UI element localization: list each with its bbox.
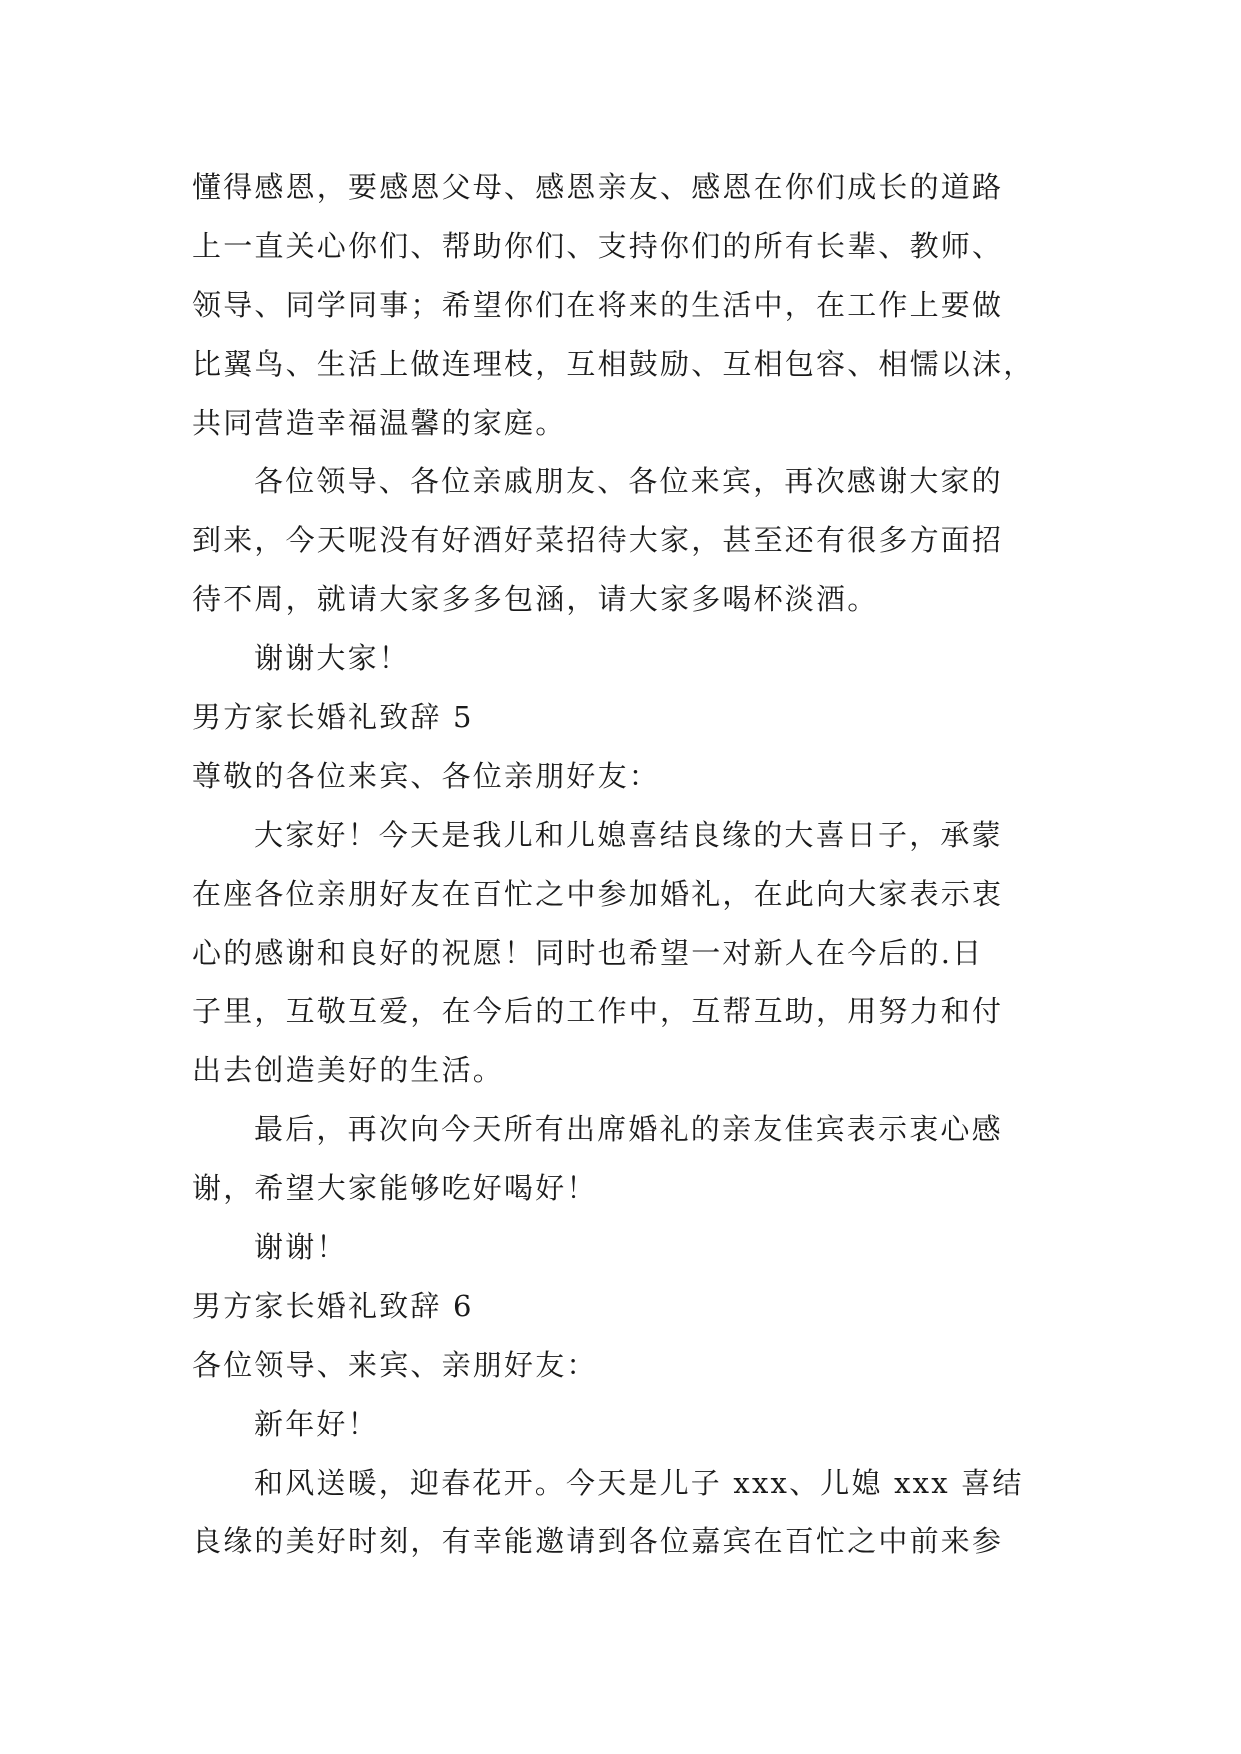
text-line: 心的感谢和良好的祝愿！同时也希望一对新人在今后的.日	[192, 935, 984, 970]
text-line: 出去创造美好的生活。	[192, 1053, 505, 1088]
text-line: 最后，再次向今天所有出席婚礼的亲友佳宾表示衷心感	[254, 1112, 1003, 1147]
text-line: 谢，希望大家能够吃好喝好！	[192, 1171, 598, 1206]
text-line: 在座各位亲朋好友在百忙之中参加婚礼，在此向大家表示衷	[192, 876, 1004, 911]
text-line: 良缘的美好时刻，有幸能邀请到各位嘉宾在百忙之中前来参	[192, 1524, 1004, 1559]
document-body	[192, 158, 1072, 1571]
text-line: 子里，互敬互爱，在今后的工作中，互帮互助，用努力和付	[192, 994, 1004, 1029]
text-line: 尊敬的各位来宾、各位亲朋好友：	[192, 758, 661, 793]
text-line: 懂得感恩，要感恩父母、感恩亲友、感恩在你们成长的道路	[192, 170, 1004, 204]
text-line: 共同营造幸福温馨的家庭。	[192, 405, 567, 440]
text-line: 新年好！	[254, 1406, 379, 1441]
text-line: 待不周，就请大家多多包涵，请大家多喝杯淡酒。	[192, 582, 879, 617]
text-line: 各位领导、各位亲戚朋友、各位来宾，再次感谢大家的	[254, 464, 1003, 499]
text-line: 各位领导、来宾、亲朋好友：	[192, 1347, 598, 1382]
text-line: 领导、同学同事；希望你们在将来的生活中，在工作上要做	[192, 287, 1004, 322]
text-line: 和风送暖，迎春花开。今天是儿子 xxx、儿媳 xxx 喜结	[254, 1465, 1024, 1500]
text-line: 大家好！今天是我儿和儿媳喜结良缘的大喜日子，承蒙	[254, 817, 1003, 852]
text-line: 男方家长婚礼致辞 5	[192, 700, 474, 735]
text-line: 比翼鸟、生活上做连理枝，互相鼓励、互相包容、相懦以沫，	[192, 346, 1035, 381]
text-line: 谢谢大家！	[254, 641, 411, 676]
text-line: 谢谢！	[254, 1230, 348, 1265]
text-line: 男方家长婚礼致辞 6	[192, 1288, 474, 1323]
text-line: 上一直关心你们、帮助你们、支持你们的所有长辈、教师、	[192, 228, 1004, 263]
text-line: 到来，今天呢没有好酒好菜招待大家，甚至还有很多方面招	[192, 523, 1004, 558]
